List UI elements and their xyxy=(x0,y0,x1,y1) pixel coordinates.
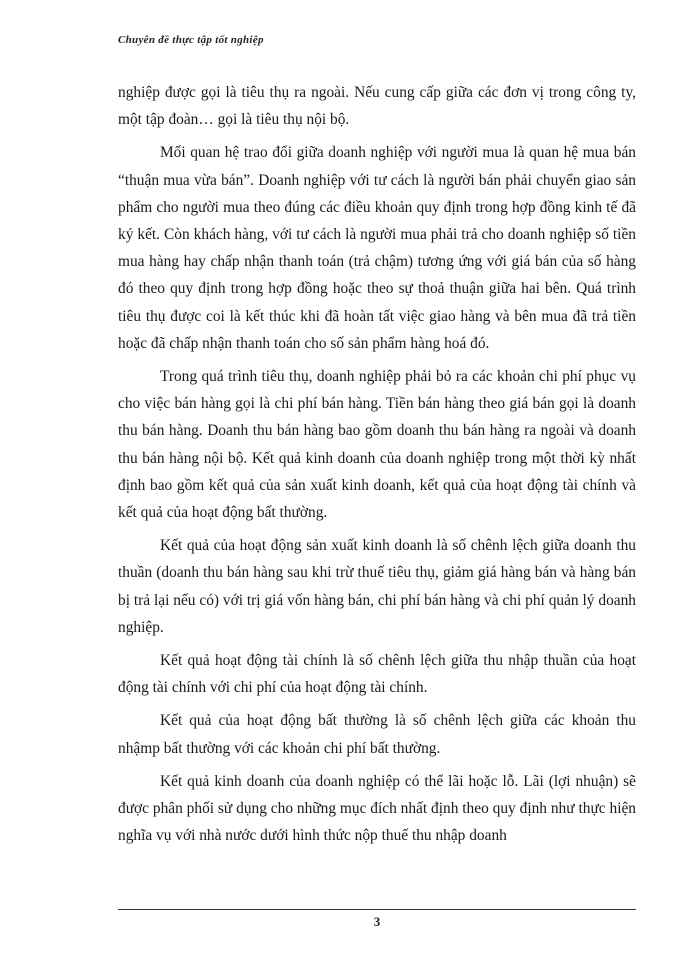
paragraph-profit-loss: Kết quả kinh doanh của doanh nghiệp có thể lãi hoặc lỗ. Lãi (lợi nhuận) sẽ được phân phối sử dụng cho những mục đích nhất định theo quy định như thực hiện nghĩa vụ với nhà nước dưới hình thức nộp thuế thu nhập doanh xyxy=(118,772,636,845)
paragraph-selling-costs: Trong quá trình tiêu thụ, doanh nghiệp phải bỏ ra các khoản chi phí phục vụ cho việc bán hàng gọi là chi phí bán hàng. Tiền bán hàng theo giá bán gọi là doanh thu bán hàng. Doanh thu bán hàng bao gồm doanh thu bán hàng ra ngoài và doanh thu bán hàng nội bộ. Kết quả kinh doanh của doanh nghiệp trong một thời kỳ nhất định bao gồm kết quả của sản xuất kinh doanh, kết quả của hoạt động tài chính và kết quả của hoạt động bất thường. xyxy=(118,368,636,522)
paragraph-buyer-seller-relation: Mối quan hệ trao đổi giữa doanh nghiệp với người mua là quan hệ mua bán “thuận mua vừa bán”. Doanh nghiệp với tư cách là người bán phải chuyển giao sản phẩm cho người mua theo đúng các điều khoản quy định trong hợp đồng kinh tế đã ký kết. Còn khách hàng, với tư cách là người mua phải trả cho doanh nghiệp số tiền mua hàng hay chấp nhận thanh toán (trả chậm) tương ứng với giá bán của số hàng đó theo quy định trong hợp đồng hoặc theo sự thoả thuận giữa hai bên. Quá trình tiêu thụ được coi là kết thúc khi đã hoàn tất việc giao hàng và bên mua đã trả tiền hoặc đã chấp nhận thanh toán cho số sản phẩm hàng hoá đó. xyxy=(118,144,636,352)
footer-divider xyxy=(118,909,636,910)
page-number: 3 xyxy=(373,914,381,929)
running-header: Chuyên đề thực tập tốt nghiệp xyxy=(118,34,264,46)
document-body xyxy=(118,79,636,855)
paragraph-financial-result: Kết quả hoạt động tài chính là số chênh lệch giữa thu nhập thuần của hoạt động tài chính với chi phí của hoạt động tài chính. xyxy=(118,652,636,697)
paragraph-production-result: Kết quả của hoạt động sản xuất kinh doanh là số chênh lệch giữa doanh thu thuần (doanh thu bán hàng sau khi trừ thuế tiêu thụ, giảm giá hàng bán và hàng bán bị trả lại nếu có) với trị giá vốn hàng bán, chi phí bán hàng và chi phí quản lý doanh nghiệp. xyxy=(118,537,636,636)
paragraph-extraordinary-result: Kết quả của hoạt động bất thường là số chênh lệch giữa các khoản thu nhậmp bất thường với các khoản chi phí bất thường. xyxy=(118,712,636,757)
paragraph-continuation: nghiệp được gọi là tiêu thụ ra ngoài. Nếu cung cấp giữa các đơn vị trong công ty, một tập đoàn… gọi là tiêu thụ nội bộ. xyxy=(118,84,636,129)
